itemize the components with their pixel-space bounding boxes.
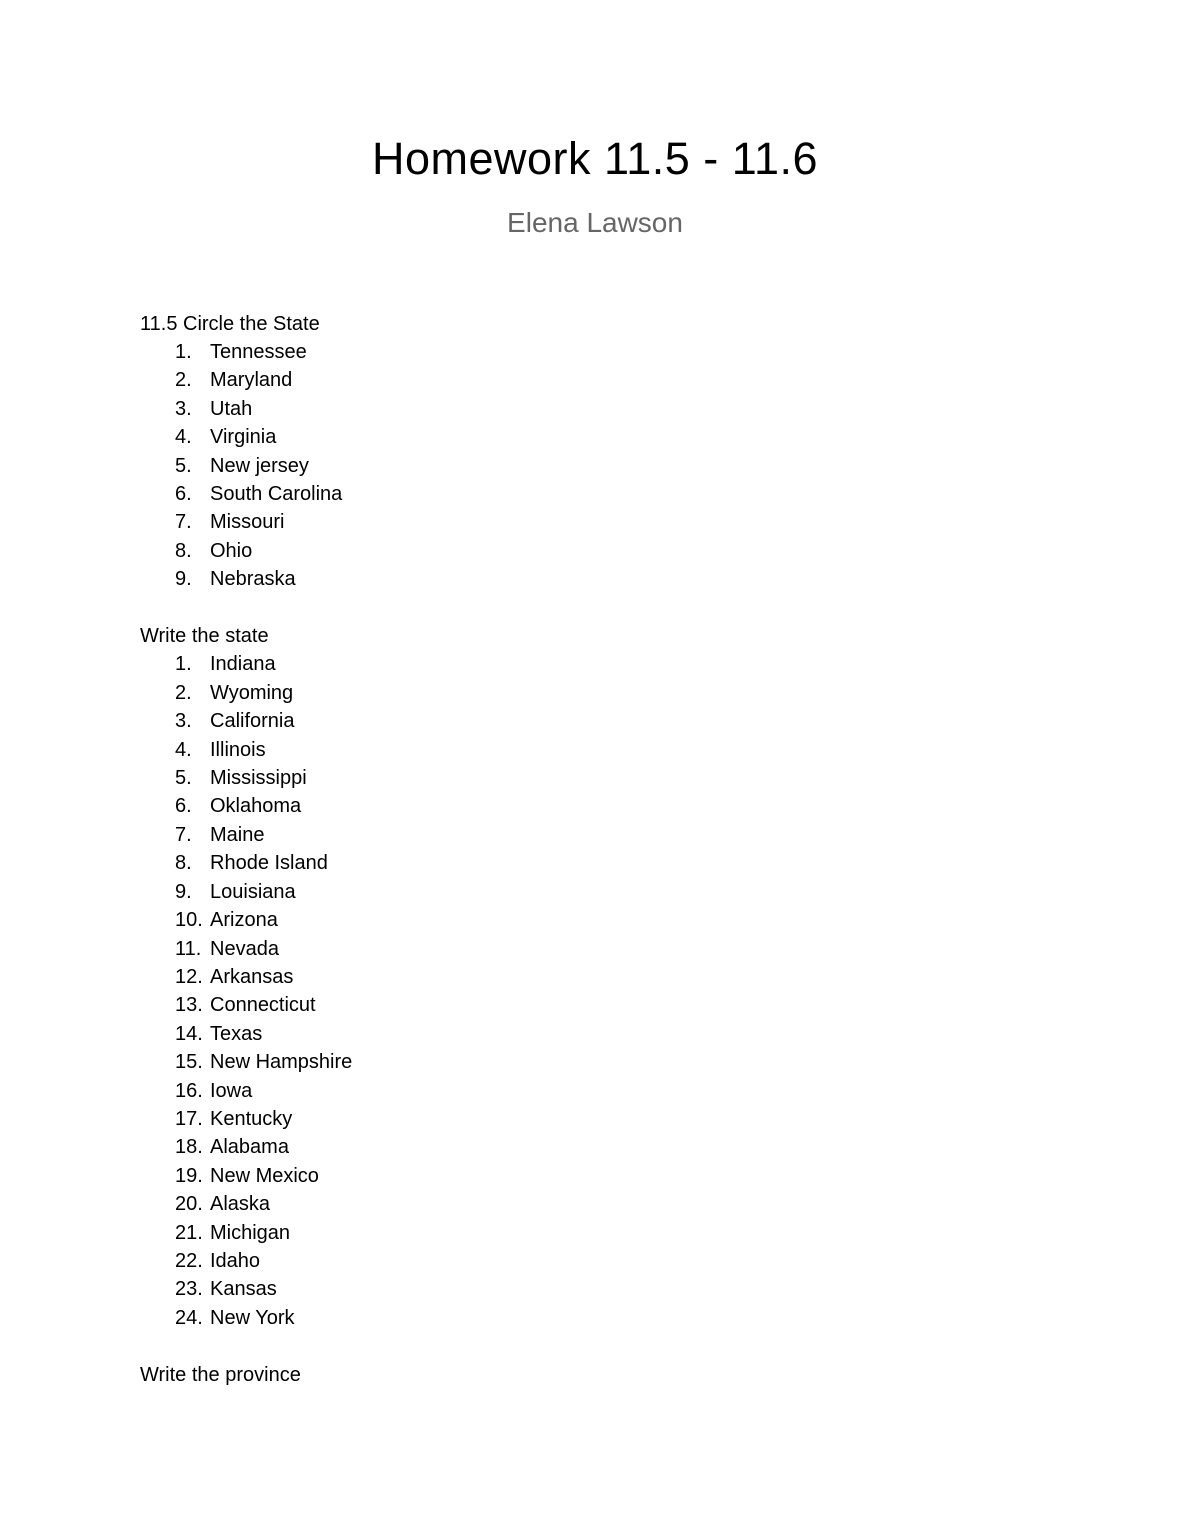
document-body <box>140 310 1050 1389</box>
list-item-label: New Hampshire <box>210 1051 353 1074</box>
section-heading: Write the province <box>140 1363 301 1386</box>
list-item <box>175 1304 1050 1332</box>
list-item <box>175 764 1050 792</box>
list-item-number: 8. <box>175 852 192 875</box>
list-item <box>175 1020 1050 1048</box>
list-item-number: 9. <box>175 880 192 903</box>
list-item-number: 5. <box>175 767 192 790</box>
list-item <box>175 1247 1050 1275</box>
list-item-label: Virginia <box>210 426 277 449</box>
list-item-number: 12. <box>175 965 203 988</box>
list-item-label: Rhode Island <box>210 852 328 875</box>
list-item-number: 7. <box>175 511 192 534</box>
list-item-number: 16. <box>175 1079 203 1102</box>
list-item-number: 10. <box>175 909 203 932</box>
list-item <box>175 480 1050 508</box>
list-item-label: Alaska <box>210 1193 271 1216</box>
section-heading: 11.5 Circle the State <box>140 312 320 335</box>
list-item-label: Nevada <box>210 937 279 960</box>
state-list <box>140 338 1050 594</box>
list-item <box>175 1133 1050 1161</box>
list-item-number: 23. <box>175 1278 203 1301</box>
list-item-number: 14. <box>175 1022 203 1045</box>
list-item-label: Arkansas <box>210 965 294 988</box>
list-item <box>175 508 1050 536</box>
list-item-label: California <box>210 710 295 733</box>
list-item-label: New Mexico <box>210 1164 319 1187</box>
list-item-number: 19. <box>175 1164 203 1187</box>
list-item-label: Kentucky <box>210 1107 293 1130</box>
list-item-number: 8. <box>175 539 192 562</box>
list-item-number: 6. <box>175 483 192 506</box>
list-item-number: 5. <box>175 454 192 477</box>
list-item-number: 24. <box>175 1306 203 1329</box>
list-item-number: 6. <box>175 795 192 818</box>
list-item-number: 4. <box>175 426 192 449</box>
list-item-label: New York <box>210 1306 295 1329</box>
list-item-label: Iowa <box>210 1079 253 1102</box>
list-item <box>175 878 1050 906</box>
list-item <box>175 1077 1050 1105</box>
list-item-label: Kansas <box>210 1278 277 1301</box>
state-list <box>140 650 1050 1332</box>
list-item <box>175 537 1050 565</box>
list-item-label: Utah <box>210 397 253 420</box>
list-item <box>175 935 1050 963</box>
list-item-label: Mississippi <box>210 767 307 790</box>
list-item-number: 4. <box>175 738 192 761</box>
list-item <box>175 849 1050 877</box>
list-item <box>175 423 1050 451</box>
list-item-number: 15. <box>175 1051 203 1074</box>
list-item-number: 2. <box>175 369 192 392</box>
list-item-label: Tennessee <box>210 341 307 363</box>
list-item-number: 1. <box>175 653 192 676</box>
list-item-label: Michigan <box>210 1221 291 1244</box>
list-item-number: 20. <box>175 1193 203 1216</box>
list-item <box>175 1105 1050 1133</box>
list-item-number: 9. <box>175 568 192 591</box>
list-item-label: Missouri <box>210 511 285 534</box>
list-item-label: Arizona <box>210 909 278 932</box>
list-item-label: Oklahoma <box>210 795 302 818</box>
list-item <box>175 736 1050 764</box>
list-item-label: Indiana <box>210 653 276 676</box>
list-item-number: 22. <box>175 1249 203 1272</box>
list-item <box>175 792 1050 820</box>
list-item <box>175 452 1050 480</box>
list-item-number: 21. <box>175 1221 203 1244</box>
list-item <box>175 963 1050 991</box>
list-item-number: 17. <box>175 1107 203 1130</box>
document-title: Homework 11.5 - 11.6 <box>371 133 819 184</box>
list-item-label: Nebraska <box>210 568 296 591</box>
list-item-label: Maryland <box>210 369 293 392</box>
list-item <box>175 991 1050 1019</box>
list-item-label: Louisiana <box>210 880 296 903</box>
list-item <box>175 338 1050 366</box>
list-item-number: 18. <box>175 1136 203 1159</box>
list-item <box>175 906 1050 934</box>
list-item <box>175 1190 1050 1218</box>
list-item-number: 2. <box>175 681 192 704</box>
list-item <box>175 679 1050 707</box>
list-item <box>175 650 1050 678</box>
list-item <box>175 366 1050 394</box>
list-item-label: Maine <box>210 823 265 846</box>
list-item-number: 13. <box>175 994 203 1017</box>
list-item-label: Alabama <box>210 1136 289 1159</box>
document-author: Elena Lawson <box>507 207 683 238</box>
list-item-label: Ohio <box>210 539 253 562</box>
list-item <box>175 1219 1050 1247</box>
list-item <box>175 565 1050 593</box>
list-item-label: Illinois <box>210 738 266 761</box>
list-item-number: 3. <box>175 397 192 420</box>
list-item-number: 7. <box>175 823 192 846</box>
list-item <box>175 707 1050 735</box>
list-item-number: 11. <box>175 937 202 960</box>
list-item <box>175 395 1050 423</box>
section-heading: Write the state <box>140 625 269 648</box>
list-item-label: Texas <box>210 1022 263 1045</box>
list-item-number: 3. <box>175 710 192 733</box>
list-item-number: 1. <box>175 341 192 363</box>
list-item-label: New jersey <box>210 454 309 477</box>
list-item-label: Idaho <box>210 1249 261 1272</box>
list-item <box>175 1162 1050 1190</box>
list-item-label: South Carolina <box>210 483 343 506</box>
list-item <box>175 1048 1050 1076</box>
list-item <box>175 1275 1050 1303</box>
list-item-label: Connecticut <box>210 994 316 1017</box>
list-item-label: Wyoming <box>210 681 294 704</box>
list-item <box>175 821 1050 849</box>
